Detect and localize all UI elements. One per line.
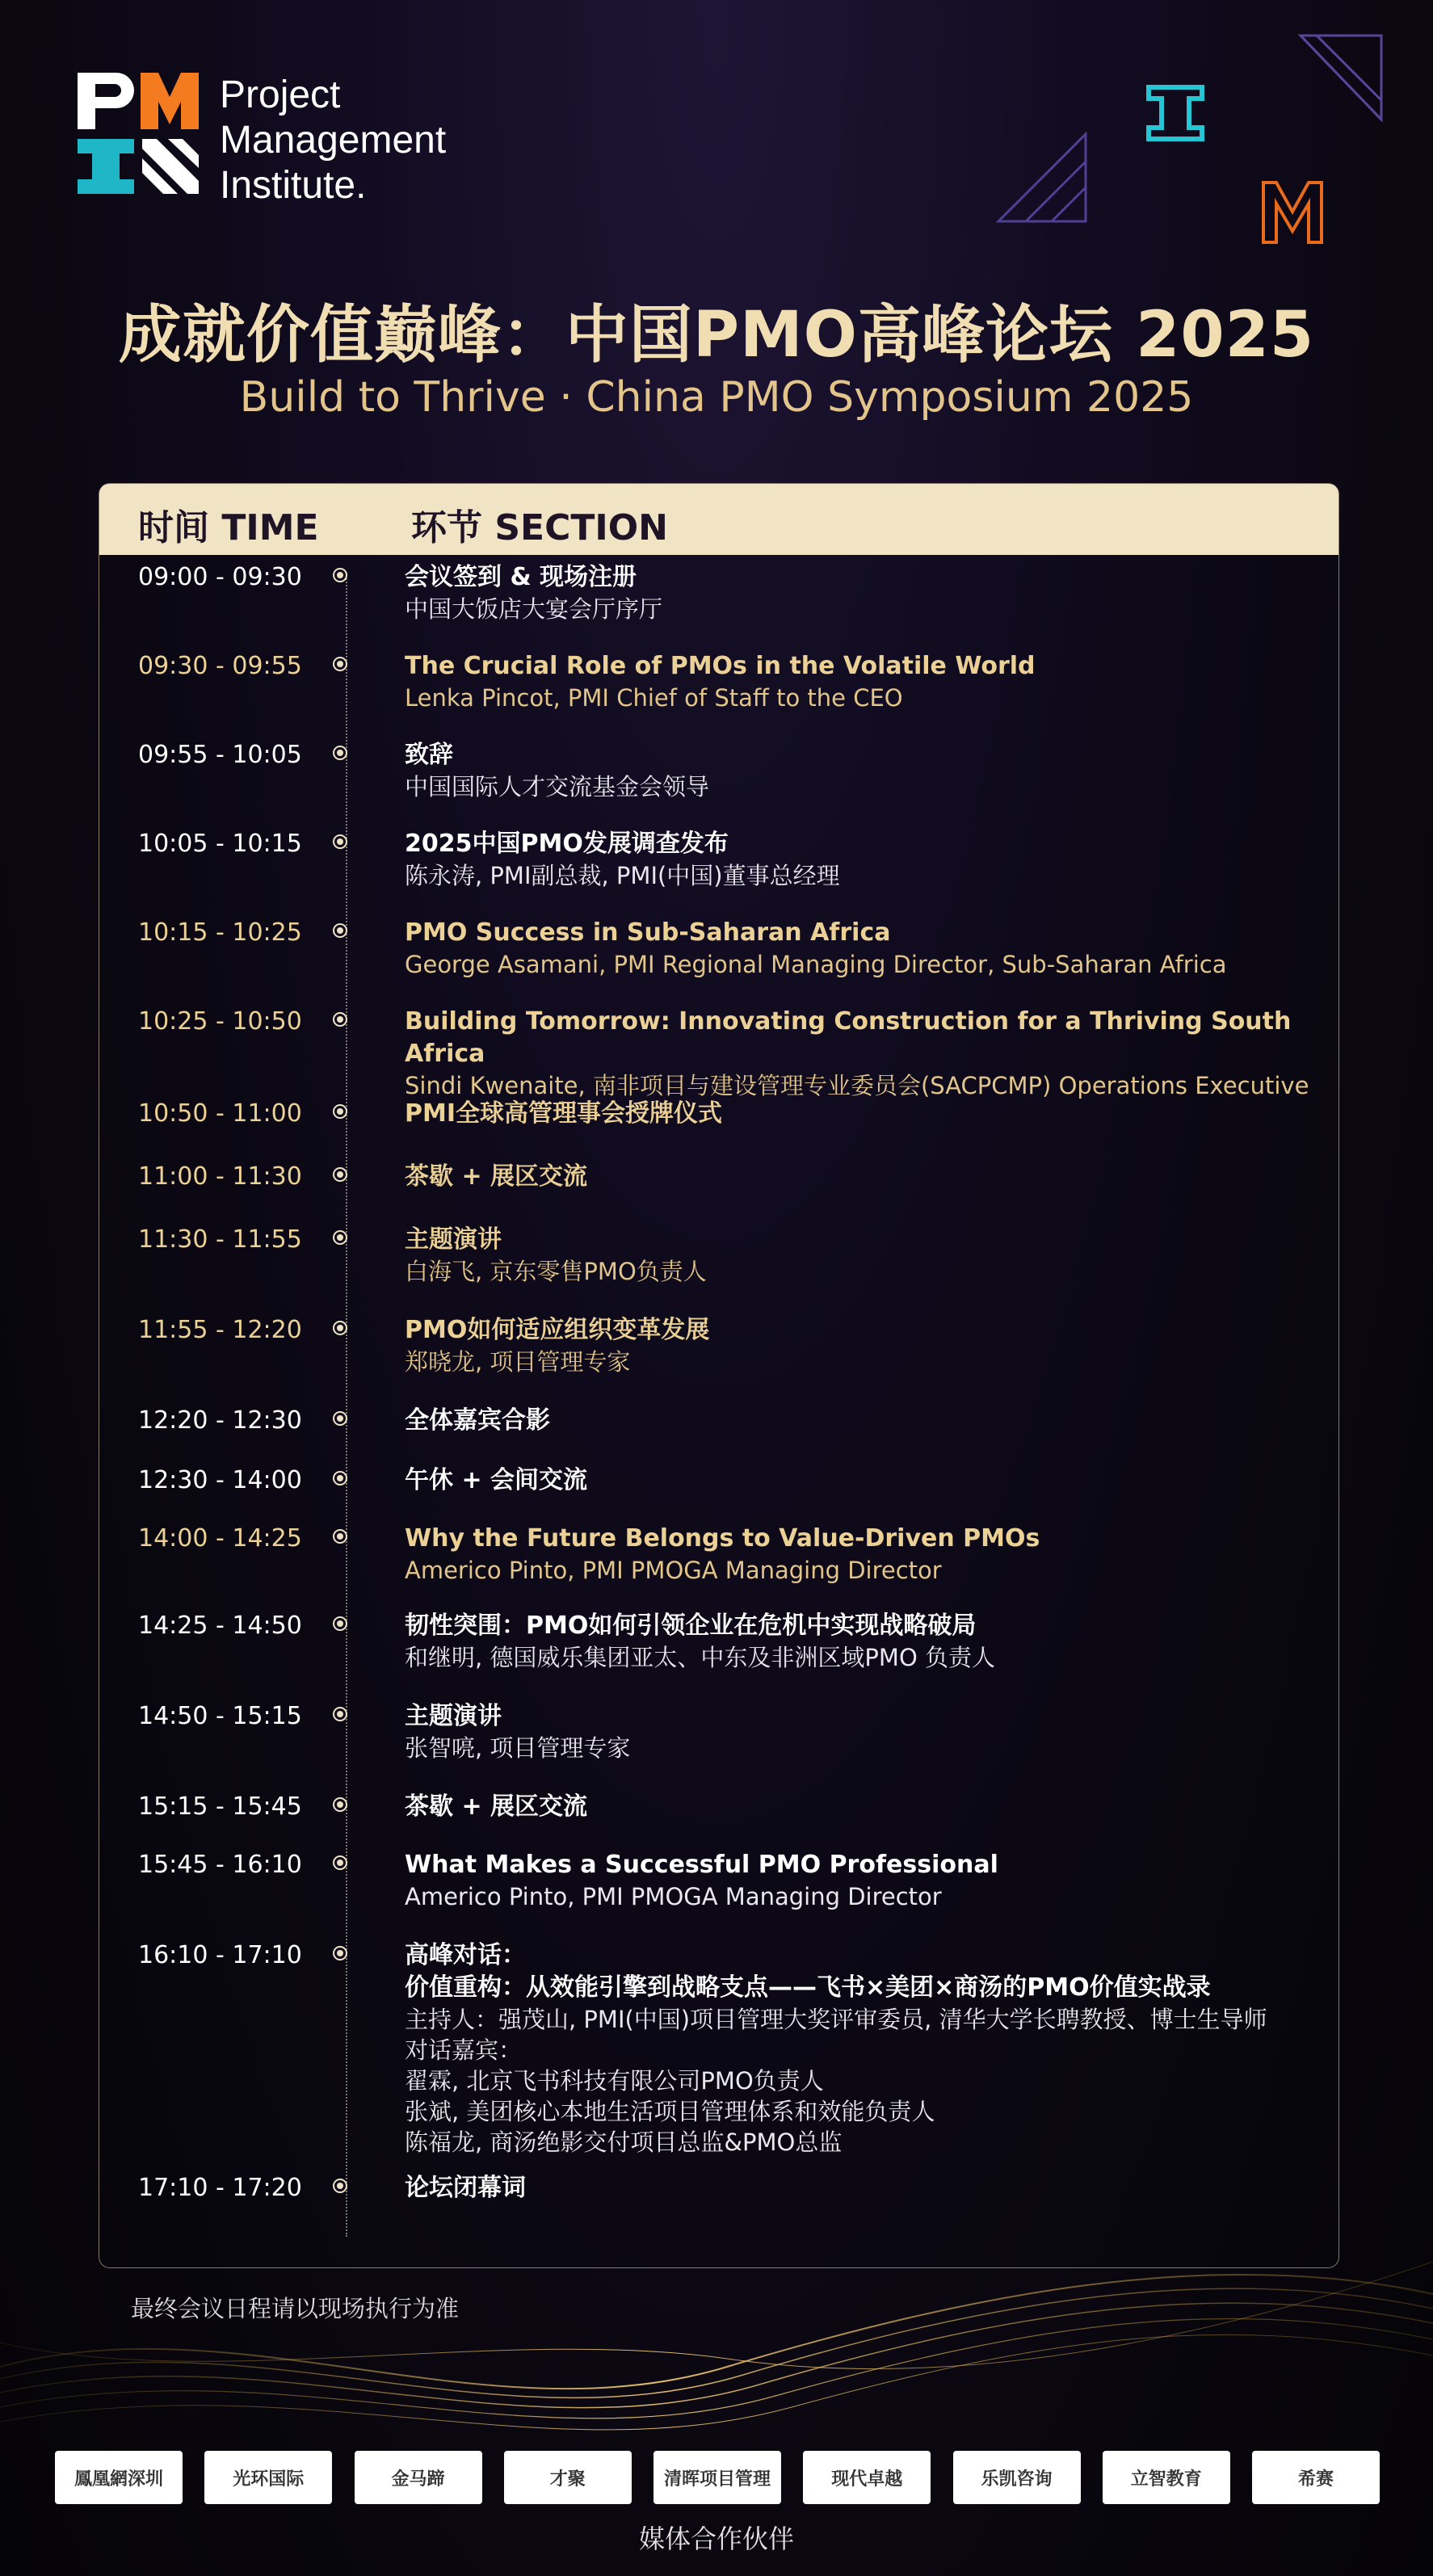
timeline-dot-icon bbox=[333, 1946, 347, 1960]
agenda-subtitle: Americo Pinto, PMI PMOGA Managing Director bbox=[405, 1557, 942, 1584]
agenda-title: 主题演讲 bbox=[405, 1702, 502, 1730]
panel-guest: 翟霖, 北京飞书科技有限公司PMO负责人 bbox=[405, 2067, 824, 2095]
agenda-subtitle: 张智喨, 项目管理专家 bbox=[405, 1734, 631, 1762]
pmi-logo-text bbox=[220, 73, 446, 208]
timeline-dot-icon bbox=[333, 1321, 347, 1335]
panel-topic: 价值重构：从效能引擎到战略支点——飞书×美团×商汤的PMO价值实战录 bbox=[405, 1973, 1211, 2002]
panel-title: 高峰对话： bbox=[405, 1941, 526, 1969]
agenda-section bbox=[405, 650, 1326, 713]
logo-line-2: Management bbox=[220, 119, 447, 162]
agenda-subtitle: 中国大饭店大宴会厅序厅 bbox=[405, 595, 663, 623]
agenda-time: 11:55 - 12:20 bbox=[138, 1316, 302, 1344]
decorative-stripes-icon bbox=[994, 129, 1091, 226]
agenda-title: Why the Future Belongs to Value-Driven PMOs bbox=[405, 1524, 1040, 1553]
agenda-subtitle: George Asamani, PMI Regional Managing Director, Sub-Saharan Africa bbox=[405, 951, 1227, 978]
logo-line-1: Project bbox=[220, 74, 341, 116]
agenda-title: 韧性突围：PMO如何引领企业在危机中实现战略破局 bbox=[405, 1612, 977, 1640]
agenda-title: 主题演讲 bbox=[405, 1225, 502, 1254]
partner-logo: 清晖项目管理 bbox=[653, 2451, 781, 2504]
header-time: 时间 TIME bbox=[138, 507, 319, 548]
agenda-section bbox=[405, 1224, 1326, 1287]
agenda-section bbox=[405, 1161, 1326, 1193]
agenda-section bbox=[405, 1405, 1326, 1437]
agenda-title: Building Tomorrow: Innovating Construction for a Thriving South Africa bbox=[405, 1007, 1292, 1068]
timeline-dot-icon bbox=[333, 1707, 347, 1721]
agenda-time: 09:30 - 09:55 bbox=[138, 652, 302, 680]
panel-guest: 陈福龙, 商汤绝影交付项目总监&PMO总监 bbox=[405, 2128, 843, 2156]
agenda-section bbox=[405, 561, 1326, 624]
timeline-dot-icon bbox=[333, 1797, 347, 1812]
timeline-dot-icon bbox=[333, 1104, 347, 1119]
partner-logo: 光环国际 bbox=[204, 2451, 332, 2504]
header-section: 环节 SECTION bbox=[411, 507, 668, 548]
agenda-table bbox=[99, 483, 1339, 2268]
agenda-time: 10:15 - 10:25 bbox=[138, 918, 302, 947]
agenda-section bbox=[405, 1314, 1326, 1377]
decorative-teal-i-icon bbox=[1145, 84, 1205, 142]
agenda-subtitle: Sindi Kwenaite, 南非项目与建设管理专业委员会(SACPCMP) Operations Executive bbox=[405, 1072, 1309, 1099]
agenda-section bbox=[405, 1849, 1326, 1912]
agenda-time: 15:15 - 15:45 bbox=[138, 1792, 302, 1821]
agenda-table-header bbox=[99, 484, 1338, 555]
panel-guest: 张斌, 美团核心本地生活项目管理体系和效能负责人 bbox=[405, 2098, 935, 2125]
page-title-en: Build to Thrive · China PMO Symposium 2025 bbox=[239, 373, 1194, 422]
agenda-section bbox=[405, 1610, 1326, 1673]
timeline-line bbox=[346, 573, 347, 2237]
timeline-dot-icon bbox=[333, 1411, 347, 1426]
partners-label: 媒体合作伙伴 bbox=[638, 2523, 794, 2554]
pmi-logo bbox=[78, 73, 446, 208]
partner-logo: 希赛 bbox=[1252, 2451, 1380, 2504]
agenda-title: What Makes a Successful PMO Professional bbox=[405, 1851, 998, 1879]
timeline-dot-icon bbox=[333, 657, 347, 671]
agenda-title: PMI全球高管理事会授牌仪式 bbox=[405, 1099, 723, 1128]
agenda-title: PMO如何适应组织变革发展 bbox=[405, 1316, 710, 1344]
agenda-title: The Crucial Role of PMOs in the Volatile World bbox=[405, 652, 1036, 680]
agenda-time: 12:30 - 14:00 bbox=[138, 1466, 302, 1494]
partner-logo: 鳳凰網深圳 bbox=[55, 2451, 183, 2504]
decorative-arrows-icon bbox=[1292, 29, 1389, 134]
agenda-subtitle: 陈永涛, PMI副总裁, PMI(中国)董事总经理 bbox=[405, 862, 840, 889]
agenda-time: 14:25 - 14:50 bbox=[138, 1612, 302, 1640]
agenda-time: 11:00 - 11:30 bbox=[138, 1162, 302, 1191]
timeline-dot-icon bbox=[333, 1529, 347, 1544]
agenda-time: 14:00 - 14:25 bbox=[138, 1524, 302, 1553]
agenda-subtitle: Americo Pinto, PMI PMOGA Managing Director bbox=[405, 1883, 942, 1910]
agenda-title: 午休 + 会间交流 bbox=[405, 1466, 588, 1494]
agenda-title: 论坛闭幕词 bbox=[405, 2174, 526, 2202]
agenda-title: 会议签到 & 现场注册 bbox=[405, 563, 637, 591]
agenda-subtitle: 郑晓龙, 项目管理专家 bbox=[405, 1348, 631, 1376]
agenda-subtitle: Lenka Pincot, PMI Chief of Staff to the CEO bbox=[405, 684, 903, 712]
partner-logo: 金马蹄 bbox=[355, 2451, 482, 2504]
agenda-section bbox=[405, 1098, 1326, 1130]
agenda-section bbox=[405, 739, 1326, 802]
agenda-time: 17:10 - 17:20 bbox=[138, 2174, 302, 2202]
agenda-section bbox=[405, 828, 1326, 891]
agenda-time: 10:05 - 10:15 bbox=[138, 830, 302, 858]
agenda-time: 10:50 - 11:00 bbox=[138, 1099, 302, 1128]
timeline-dot-icon bbox=[333, 568, 347, 582]
partner-logo: 乐凯咨询 bbox=[953, 2451, 1081, 2504]
agenda-title: 2025中国PMO发展调查发布 bbox=[405, 830, 729, 858]
partner-logo: 立智教育 bbox=[1103, 2451, 1230, 2504]
agenda-section bbox=[405, 1464, 1326, 1497]
agenda-time: 15:45 - 16:10 bbox=[138, 1851, 302, 1879]
panel-guests-label: 对话嘉宾： bbox=[405, 2036, 523, 2064]
agenda-subtitle: 白海飞, 京东零售PMO负责人 bbox=[405, 1258, 707, 1285]
panel-host: 主持人：强茂山, PMI(中国)项目管理大奖评审委员, 清华大学长聘教授、博士生导师 bbox=[405, 2006, 1267, 2033]
partner-logo: 现代卓越 bbox=[803, 2451, 931, 2504]
agenda-title: 全体嘉宾合影 bbox=[405, 1406, 550, 1435]
page-title-cn: 成就价值巅峰：中国PMO高峰论坛 2025 bbox=[118, 299, 1315, 372]
agenda-section bbox=[405, 1700, 1326, 1763]
agenda-title: 致辞 bbox=[405, 741, 453, 769]
partner-logo: 才聚 bbox=[504, 2451, 632, 2504]
decorative-orange-m-icon bbox=[1260, 179, 1325, 246]
agenda-subtitle: 和继明, 德国威乐集团亚太、中东及非洲区域PMO 负责人 bbox=[405, 1644, 995, 1671]
agenda-time: 09:00 - 09:30 bbox=[138, 563, 302, 591]
timeline-dot-icon bbox=[333, 1616, 347, 1631]
agenda-subtitle: 中国国际人才交流基金会领导 bbox=[405, 773, 710, 801]
agenda-time: 14:50 - 15:15 bbox=[138, 1702, 302, 1730]
timeline-dot-icon bbox=[333, 1855, 347, 1870]
agenda-section bbox=[405, 1791, 1326, 1823]
timeline-dot-icon bbox=[333, 1167, 347, 1182]
agenda-time: 12:20 - 12:30 bbox=[138, 1406, 302, 1435]
timeline-dot-icon bbox=[333, 746, 347, 760]
timeline-dot-icon bbox=[333, 834, 347, 849]
agenda-section bbox=[405, 1523, 1326, 1586]
agenda-section bbox=[405, 917, 1326, 980]
agenda-section bbox=[405, 1006, 1326, 1101]
agenda-title: 茶歇 + 展区交流 bbox=[405, 1162, 588, 1191]
agenda-title: PMO Success in Sub-Saharan Africa bbox=[405, 918, 891, 947]
timeline-dot-icon bbox=[333, 1230, 347, 1245]
agenda-title: 茶歇 + 展区交流 bbox=[405, 1792, 588, 1821]
agenda-time: 11:30 - 11:55 bbox=[138, 1225, 302, 1254]
partner-logos bbox=[55, 2451, 1380, 2504]
timeline-dot-icon bbox=[333, 1012, 347, 1027]
timeline-dot-icon bbox=[333, 1471, 347, 1486]
agenda-time: 09:55 - 10:05 bbox=[138, 741, 302, 769]
pmi-logo-mark-icon bbox=[78, 73, 199, 194]
schedule-note: 最终会议日程请以现场执行为准 bbox=[131, 2295, 460, 2322]
logo-line-3: Institute. bbox=[220, 164, 367, 207]
timeline-dot-icon bbox=[333, 923, 347, 938]
agenda-time: 16:10 - 17:10 bbox=[138, 1941, 302, 1969]
agenda-time: 10:25 - 10:50 bbox=[138, 1007, 302, 1036]
